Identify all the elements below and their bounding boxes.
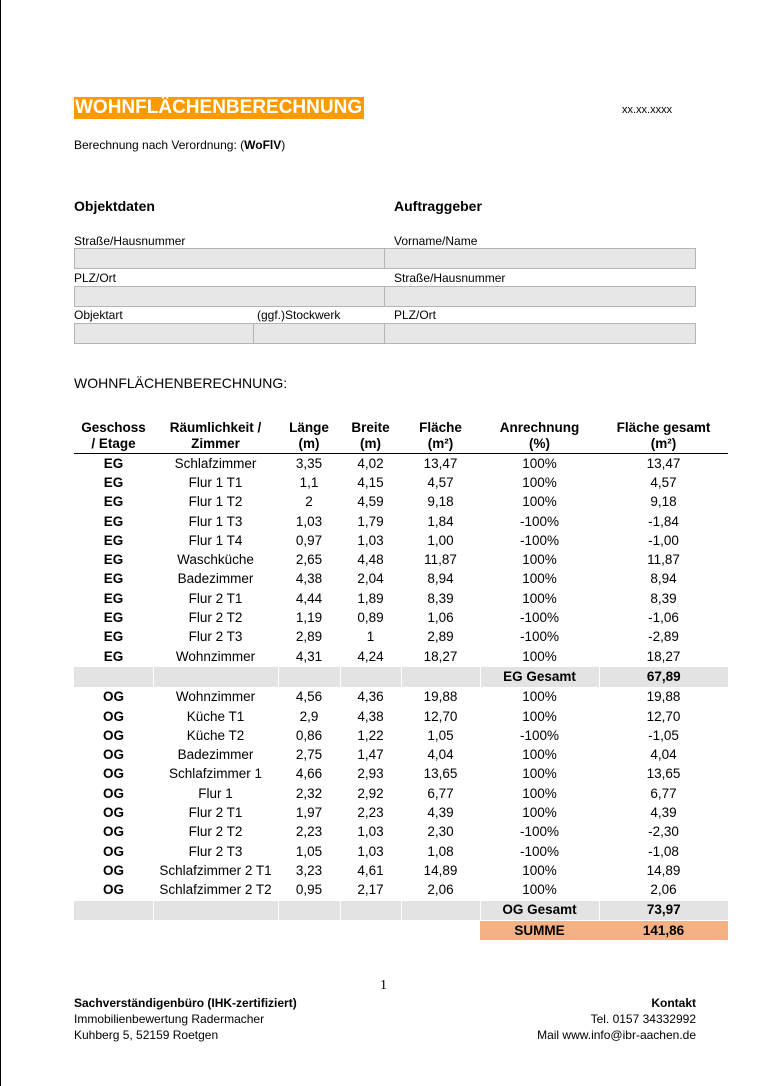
- table-row: [74, 842, 728, 861]
- raum-cell: Schlafzimmer: [174, 455, 257, 471]
- geschoss-cell: EG: [103, 590, 124, 606]
- summe-row: [74, 921, 728, 941]
- geschoss-cell: EG: [103, 494, 124, 510]
- auftraggeber-plz-label: PLZ/Ort: [394, 308, 437, 322]
- laenge-cell: 2,9: [299, 708, 319, 724]
- raum-cell: Flur 2 T3: [188, 843, 243, 859]
- calculation-basis: [74, 138, 285, 152]
- flaeche-gesamt-cell: 9,18: [650, 494, 677, 510]
- anrechnung-cell: 100%: [522, 648, 557, 664]
- raum-cell: Flur 1: [198, 785, 233, 801]
- breite-cell: 2,23: [357, 804, 384, 820]
- geschoss-cell: OG: [102, 747, 124, 763]
- stockwerk-field[interactable]: [253, 323, 385, 344]
- table-row: [74, 745, 728, 764]
- table-row: [74, 707, 728, 726]
- laenge-cell: 2,89: [295, 629, 323, 645]
- raum-cell: Flur 2 T2: [188, 824, 243, 840]
- table-row: [74, 803, 728, 822]
- geschoss-cell: EG: [103, 532, 124, 548]
- footer-company: [74, 995, 297, 1043]
- laenge-cell: 2,75: [295, 747, 323, 763]
- breite-cell: 1,03: [357, 824, 384, 840]
- flaeche-cell: 1,06: [427, 610, 454, 626]
- flaeche-gesamt-cell: 6,77: [650, 785, 677, 801]
- laenge-cell: 3,35: [295, 455, 323, 471]
- raum-cell: Flur 2 T3: [188, 629, 243, 645]
- breite-cell: 2,92: [357, 785, 384, 801]
- flaeche-gesamt-cell: 4,57: [650, 474, 677, 490]
- flaeche-gesamt-cell: -1,06: [648, 610, 679, 626]
- geschoss-cell: OG: [102, 785, 124, 801]
- raum-cell: Schlafzimmer 1: [168, 766, 263, 782]
- table-row: [74, 608, 728, 627]
- geschoss-cell: EG: [103, 571, 124, 587]
- table-row: [74, 550, 728, 569]
- flaeche-gesamt-cell: -1,08: [648, 843, 679, 859]
- col-flaeche: Fläche (m²): [401, 420, 480, 454]
- objektart-field[interactable]: [74, 323, 254, 344]
- laenge-cell: 0,95: [295, 882, 323, 898]
- anrechnung-cell: 100%: [522, 747, 557, 763]
- flaeche-cell: 4,04: [427, 747, 454, 763]
- geschoss-cell: OG: [102, 843, 124, 859]
- eg-rows: [74, 454, 728, 667]
- flaeche-cell: 11,87: [424, 552, 457, 568]
- anrechnung-cell: 100%: [522, 882, 557, 898]
- geschoss-cell: EG: [103, 455, 124, 471]
- table-row: [74, 765, 728, 784]
- breite-cell: 1,03: [357, 843, 384, 859]
- footer-mail: Mail www.info@ibr-aachen.de: [537, 1028, 696, 1042]
- laenge-cell: 4,66: [295, 766, 323, 782]
- auftraggeber-strasse-field[interactable]: [384, 286, 696, 307]
- footer-contact: [537, 995, 696, 1043]
- anrechnung-cell: 100%: [522, 552, 557, 568]
- flaeche-gesamt-cell: 4,39: [650, 804, 677, 820]
- laenge-cell: 1,05: [295, 843, 323, 859]
- raum-cell: Badezimmer: [177, 747, 254, 763]
- geschoss-cell: OG: [102, 862, 124, 878]
- geschoss-cell: EG: [103, 610, 124, 626]
- raum-cell: Schlafzimmer 2 T2: [159, 882, 272, 898]
- table-row: [74, 726, 728, 745]
- geschoss-cell: OG: [102, 727, 124, 743]
- og-total-label: OG Gesamt: [480, 900, 599, 920]
- eg-total-label: EG Gesamt: [480, 667, 599, 687]
- geschoss-cell: EG: [103, 474, 124, 490]
- breite-cell: 4,24: [357, 648, 384, 664]
- flaeche-cell: 19,88: [423, 689, 458, 705]
- table-row: [74, 687, 728, 707]
- og-total-row: [74, 900, 728, 920]
- anrechnung-cell: -100%: [519, 727, 560, 743]
- geschoss-cell: OG: [102, 824, 124, 840]
- anrechnung-cell: 100%: [522, 862, 557, 878]
- breite-cell: 1,47: [357, 747, 384, 763]
- stockwerk-label: (ggf.)Stockwerk: [257, 308, 341, 322]
- flaeche-cell: 1,84: [427, 513, 454, 529]
- col-anrechnung: Anrechnung (%): [480, 420, 599, 454]
- breite-cell: 4,61: [357, 862, 384, 878]
- anrechnung-cell: -100%: [519, 629, 560, 645]
- table-row: [74, 531, 728, 550]
- basis-regulation: WoFlV: [244, 138, 282, 152]
- laenge-cell: 1,97: [295, 804, 323, 820]
- table-header-row: [74, 420, 728, 454]
- eg-total-row: [74, 667, 728, 687]
- summe-label: SUMME: [480, 921, 599, 941]
- table-row: [74, 473, 728, 492]
- anrechnung-cell: -100%: [519, 513, 560, 529]
- table-row: [74, 493, 728, 512]
- raum-cell: Badezimmer: [177, 571, 254, 587]
- geschoss-cell: EG: [103, 648, 124, 664]
- raum-cell: Flur 1 T4: [188, 532, 243, 548]
- table-row: [74, 628, 728, 647]
- flaeche-gesamt-cell: 13,47: [646, 455, 681, 471]
- flaeche-cell: 9,18: [427, 494, 454, 510]
- col-breite: Breite (m): [340, 420, 401, 454]
- raum-cell: Flur 2 T1: [188, 590, 243, 606]
- geschoss-cell: EG: [103, 552, 124, 568]
- breite-cell: 4,38: [357, 708, 384, 724]
- geschoss-cell: OG: [102, 804, 124, 820]
- breite-cell: 4,02: [357, 455, 384, 471]
- laenge-cell: 0,86: [295, 727, 323, 743]
- objektart-label: Objektart: [74, 308, 123, 322]
- geschoss-cell: OG: [102, 882, 124, 898]
- raum-cell: Flur 1 T1: [188, 474, 243, 490]
- anrechnung-cell: 100%: [522, 590, 557, 606]
- breite-cell: 4,48: [357, 552, 384, 568]
- og-total-value: 73,97: [599, 900, 728, 920]
- raum-cell: Wohnzimmer: [175, 689, 256, 705]
- anrechnung-cell: 100%: [522, 708, 557, 724]
- laenge-cell: 2,32: [295, 785, 323, 801]
- breite-cell: 1,79: [357, 513, 384, 529]
- flaeche-gesamt-cell: 4,04: [650, 747, 677, 763]
- table-row: [74, 589, 728, 608]
- laenge-cell: 1,19: [295, 610, 323, 626]
- flaeche-gesamt-cell: 13,65: [646, 766, 681, 782]
- area-calculation-table: [74, 420, 728, 940]
- objekt-strasse-field[interactable]: [74, 248, 385, 269]
- flaeche-gesamt-cell: 8,94: [650, 571, 677, 587]
- laenge-cell: 4,44: [295, 590, 323, 606]
- anrechnung-cell: 100%: [522, 474, 557, 490]
- laenge-cell: 2: [305, 494, 313, 510]
- anrechnung-cell: -100%: [519, 824, 560, 840]
- raum-cell: Flur 1 T3: [188, 513, 243, 529]
- page-left-border: [0, 0, 1, 1086]
- flaeche-cell: 1,08: [427, 843, 454, 859]
- calculation-heading: WOHNFLÄCHENBERECHNUNG:: [74, 375, 288, 391]
- laenge-cell: 2,65: [295, 552, 323, 568]
- eg-total-value: 67,89: [599, 667, 728, 687]
- laenge-cell: 1,03: [295, 513, 323, 529]
- auftraggeber-heading: Auftraggeber: [394, 198, 482, 214]
- flaeche-cell: 8,94: [427, 571, 454, 587]
- document-title: WOHNFLÄCHENBERECHNUNG: [75, 97, 363, 118]
- breite-cell: 1,89: [357, 590, 384, 606]
- anrechnung-cell: -100%: [519, 843, 560, 859]
- flaeche-cell: 6,77: [427, 785, 454, 801]
- flaeche-cell: 18,27: [423, 648, 458, 664]
- breite-cell: 1: [366, 629, 375, 645]
- auftraggeber-name-label: Vorname/Name: [394, 234, 478, 248]
- summe-value: 141,86: [599, 921, 728, 941]
- flaeche-gesamt-cell: 11,87: [647, 552, 680, 568]
- geschoss-cell: EG: [103, 513, 124, 529]
- objektdaten-heading: Objektdaten: [74, 198, 155, 214]
- document-date: xx.xx.xxxx: [622, 104, 673, 116]
- breite-cell: 4,15: [357, 474, 384, 490]
- anrechnung-cell: 100%: [522, 766, 557, 782]
- table-row: [74, 512, 728, 531]
- flaeche-gesamt-cell: 18,27: [646, 648, 681, 664]
- anrechnung-cell: -100%: [519, 610, 560, 626]
- flaeche-cell: 4,39: [427, 804, 454, 820]
- objekt-plz-field[interactable]: [74, 286, 385, 307]
- flaeche-gesamt-cell: 2,06: [650, 882, 677, 898]
- og-rows: [74, 687, 728, 900]
- auftraggeber-name-field[interactable]: [384, 248, 696, 269]
- flaeche-cell: 8,39: [427, 590, 454, 606]
- flaeche-cell: 14,89: [423, 862, 458, 878]
- anrechnung-cell: 100%: [522, 571, 557, 587]
- breite-cell: 1,03: [357, 532, 384, 548]
- col-geschoss: Geschoss / Etage: [74, 420, 153, 454]
- flaeche-gesamt-cell: 19,88: [646, 689, 681, 705]
- geschoss-cell: OG: [102, 689, 124, 705]
- raum-cell: Waschküche: [177, 552, 254, 568]
- raum-cell: Küche T1: [186, 708, 245, 724]
- breite-cell: 0,89: [357, 610, 384, 626]
- flaeche-cell: 13,65: [423, 766, 458, 782]
- breite-cell: 4,59: [357, 494, 384, 510]
- objekt-plz-label: PLZ/Ort: [74, 271, 117, 285]
- raum-cell: Flur 1 T2: [188, 494, 243, 510]
- geschoss-cell: EG: [103, 629, 124, 645]
- col-laenge: Länge (m): [278, 420, 340, 454]
- anrechnung-cell: 100%: [522, 785, 557, 801]
- anrechnung-cell: 100%: [522, 455, 557, 471]
- raum-cell: Wohnzimmer: [175, 648, 256, 664]
- raum-cell: Flur 2 T1: [188, 804, 243, 820]
- flaeche-gesamt-cell: -1,00: [648, 532, 679, 548]
- table-row: [74, 454, 728, 474]
- flaeche-gesamt-cell: -2,30: [648, 824, 679, 840]
- flaeche-gesamt-cell: 12,70: [646, 708, 681, 724]
- col-raum: Räumlichkeit / Zimmer: [153, 420, 278, 454]
- raum-cell: Schlafzimmer 2 T1: [159, 862, 272, 878]
- flaeche-cell: 12,70: [423, 708, 458, 724]
- breite-cell: 2,04: [357, 571, 384, 587]
- anrechnung-cell: -100%: [519, 532, 560, 548]
- table-row: [74, 647, 728, 667]
- laenge-cell: 1,1: [299, 474, 319, 490]
- anrechnung-cell: 100%: [522, 689, 557, 705]
- flaeche-gesamt-cell: -1,84: [648, 513, 679, 529]
- table-row: [74, 570, 728, 589]
- objekt-strasse-label: Straße/Hausnummer: [74, 234, 186, 248]
- col-flaeche-gesamt: Fläche gesamt (m²): [599, 420, 728, 454]
- laenge-cell: 0,97: [295, 532, 323, 548]
- flaeche-cell: 13,47: [423, 455, 458, 471]
- geschoss-cell: OG: [102, 766, 124, 782]
- raum-cell: Flur 2 T2: [188, 610, 243, 626]
- anrechnung-cell: 100%: [522, 494, 557, 510]
- flaeche-gesamt-cell: 8,39: [650, 590, 677, 606]
- flaeche-gesamt-cell: -1,05: [648, 727, 679, 743]
- flaeche-gesamt-cell: 14,89: [646, 862, 681, 878]
- auftraggeber-strasse-label: Straße/Hausnummer: [394, 271, 506, 285]
- table-row: [74, 784, 728, 803]
- laenge-cell: 4,56: [295, 689, 323, 705]
- footer-contact-heading: Kontakt: [651, 996, 696, 1010]
- footer-company-line2: Immobilienbewertung Radermacher: [74, 1012, 265, 1026]
- breite-cell: 1,22: [357, 727, 384, 743]
- breite-cell: 2,17: [357, 882, 384, 898]
- table-row: [74, 823, 728, 842]
- flaeche-cell: 2,89: [427, 629, 454, 645]
- flaeche-cell: 1,05: [427, 727, 454, 743]
- footer-company-address: Kuhberg 5, 52159 Roetgen: [74, 1028, 219, 1042]
- footer-phone: Tel. 0157 34332992: [590, 1012, 696, 1026]
- page-number: 1: [380, 978, 387, 993]
- flaeche-cell: 4,57: [427, 474, 454, 490]
- flaeche-gesamt-cell: -2,89: [648, 629, 679, 645]
- basis-suffix: ): [281, 138, 286, 152]
- basis-prefix: Berechnung nach Verordnung: (: [74, 138, 245, 152]
- auftraggeber-plz-field[interactable]: [384, 323, 696, 344]
- flaeche-cell: 2,30: [427, 824, 454, 840]
- table-row: [74, 881, 728, 901]
- table-row: [74, 861, 728, 880]
- geschoss-cell: OG: [102, 708, 124, 724]
- laenge-cell: 4,31: [295, 648, 323, 664]
- anrechnung-cell: 100%: [522, 804, 557, 820]
- breite-cell: 4,36: [357, 689, 384, 705]
- laenge-cell: 4,38: [295, 571, 323, 587]
- breite-cell: 2,93: [357, 766, 384, 782]
- laenge-cell: 3,23: [295, 862, 323, 878]
- flaeche-cell: 2,06: [427, 882, 454, 898]
- flaeche-cell: 1,00: [427, 532, 454, 548]
- footer-company-name: Sachverständigenbüro (IHK-zertifiziert): [74, 996, 297, 1010]
- raum-cell: Küche T2: [186, 727, 245, 743]
- laenge-cell: 2,23: [295, 824, 323, 840]
